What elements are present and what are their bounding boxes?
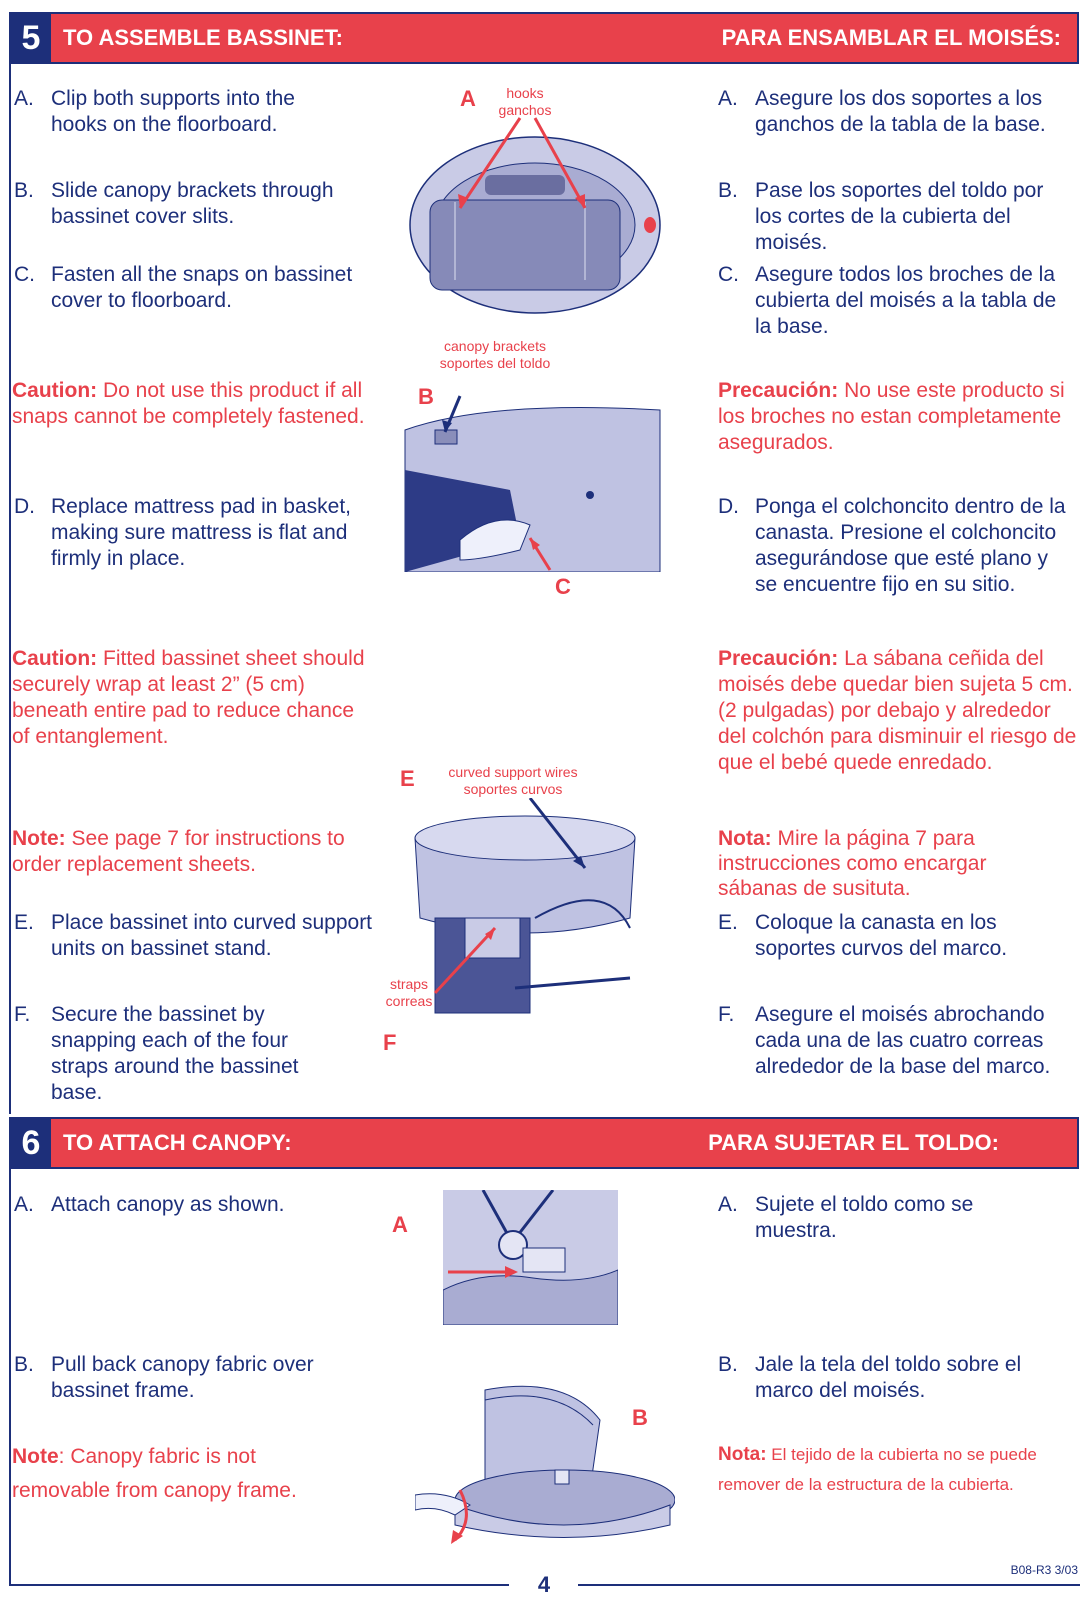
- note-text: El tejido de la cubierta no se puede remover de la estructura de la cubierta.: [718, 1445, 1037, 1494]
- step-text: Pull back canopy fabric over bassinet frame.: [51, 1353, 314, 1402]
- figure-label-a: A: [460, 86, 476, 111]
- step-es-e: [718, 910, 1068, 962]
- label-curved-wires-es: soportes curvos: [463, 781, 563, 797]
- label-hooks-es: ganchos: [498, 102, 552, 118]
- figure-label-e: E: [400, 766, 415, 791]
- section-title-en: TO ATTACH CANOPY:: [63, 1130, 292, 1155]
- step-text: Attach canopy as shown.: [51, 1193, 285, 1216]
- note-label: Nota:: [718, 827, 772, 850]
- step-letter: B.: [718, 1353, 738, 1376]
- step-letter: E.: [718, 911, 738, 934]
- step-letter: B.: [718, 179, 738, 202]
- step-letter: C.: [718, 263, 739, 286]
- label-straps-es: correas: [385, 993, 433, 1009]
- figure-label-f: F: [383, 1030, 397, 1055]
- step-letter: A.: [718, 1193, 738, 1216]
- caution-text: No use este producto si los broches no estan completamente asegurados.: [718, 379, 1065, 454]
- label-canopy-brackets: [425, 338, 565, 372]
- section-title-en: TO ASSEMBLE BASSINET:: [63, 25, 343, 50]
- step-text: Sujete el toldo como se muestra.: [755, 1193, 974, 1242]
- label-canopy-brackets-en: canopy brackets: [444, 338, 546, 354]
- section-6-header: [9, 1117, 1079, 1169]
- step-letter: C.: [14, 263, 35, 286]
- figure6-label-a: A: [392, 1212, 408, 1237]
- label-straps-en: straps: [389, 976, 429, 992]
- step-letter: D.: [14, 495, 35, 518]
- label-hooks-en: hooks: [506, 85, 544, 101]
- left-border: [9, 64, 11, 1114]
- step-en-c: [14, 262, 364, 314]
- page-number: 4: [537, 1572, 551, 1597]
- section-title-es: PARA SUJETAR EL TOLDO:: [708, 1130, 999, 1155]
- step-text: Jale la tela del toldo sobre el marco del moisés.: [755, 1353, 1022, 1402]
- note-en: [12, 826, 372, 878]
- note6-es: [718, 1440, 1068, 1500]
- caution-label: Caution:: [12, 379, 98, 402]
- step-letter: A.: [14, 1193, 34, 1216]
- label-straps: [384, 976, 434, 1010]
- step-text: Secure the bassinet by snapping each of the four straps around the bassinet base.: [51, 1003, 299, 1104]
- caution-text: Fitted bassinet sheet should securely wrap at least 2” (5 cm) beneath entire pad to reduce chance of entanglement.: [12, 647, 365, 748]
- section-5-header: [9, 12, 1079, 64]
- step-letter: A.: [14, 87, 34, 110]
- label-curved-wires-en: curved support wires: [448, 764, 578, 780]
- note-label: Note: [12, 1445, 59, 1468]
- step6-en-a: [14, 1192, 354, 1218]
- step-letter: E.: [14, 911, 34, 934]
- step-text: Clip both supports into the hooks on the floorboard.: [51, 87, 295, 136]
- step-text: Asegure los dos soportes a los ganchos de la tabla de la base.: [755, 87, 1046, 136]
- note6-en: [12, 1440, 342, 1508]
- step-en-e: [14, 910, 374, 962]
- left-border: [9, 1169, 11, 1584]
- step-text: Coloque la canasta en los soportes curvos del marco.: [755, 911, 1008, 960]
- step-letter: B.: [14, 1353, 34, 1376]
- figure-label-b: B: [418, 384, 434, 409]
- step-text: Replace mattress pad in basket, making sure mattress is flat and firmly in place.: [51, 495, 351, 570]
- figure6-label-b: B: [632, 1405, 648, 1430]
- step-es-a: [718, 86, 1078, 138]
- canopy-pull-back-illustration: [415, 1380, 675, 1545]
- step-letter: F.: [14, 1003, 31, 1026]
- caution-label: Precaución:: [718, 379, 839, 402]
- step-en-d: [14, 494, 374, 572]
- note-text: See page 7 for instructions to order replacement sheets.: [12, 827, 345, 876]
- label-canopy-brackets-es: soportes del toldo: [439, 355, 551, 371]
- step-es-b: [718, 178, 1048, 256]
- caution-label: Caution:: [12, 647, 98, 670]
- caution-2-es: [718, 646, 1078, 776]
- label-curved-wires: [438, 764, 588, 798]
- step-text: Asegure todos los broches de la cubierta del moisés a la tabla de la base.: [755, 263, 1057, 338]
- caution-text: Do not use this product if all snaps cannot be completely fastened.: [12, 379, 365, 428]
- step-text: Place bassinet into curved support units on bassinet stand.: [51, 911, 373, 960]
- caution-text: La sábana ceñida del moisés debe quedar bien sujeta 5 cm. (2 pulgadas) por debajo y alrededor del colchón para disminuir el riesgo de que el bebé quede enredado.: [718, 647, 1077, 774]
- hooks-arrows: [430, 110, 630, 220]
- step-text: Asegure el moisés abrochando cada una de las cuatro correas alrededor de la base del marco.: [755, 1003, 1051, 1078]
- section-title-es: PARA ENSAMBLAR EL MOISÉS:: [721, 25, 1061, 50]
- section-number: 5: [11, 14, 51, 62]
- step-letter: D.: [718, 495, 739, 518]
- step-letter: B.: [14, 179, 34, 202]
- document-code: B08-R3 3/03: [1010, 1563, 1078, 1577]
- step6-es-a: [718, 1192, 1048, 1244]
- step-text: Ponga el colchoncito dentro de la canasta. Presione el colchoncito asegurándose que esté plano y se encuentre fijo en su sitio.: [755, 495, 1066, 596]
- note-text: : Canopy fabric is not removable from canopy frame.: [12, 1445, 297, 1502]
- step-en-f: [14, 1002, 334, 1106]
- caution-1-es: [718, 378, 1068, 456]
- note-text: Mire la página 7 para instrucciones como encargar sábanas de susituta.: [718, 827, 987, 900]
- step-es-f: [718, 1002, 1068, 1080]
- note-label: Nota:: [718, 1444, 767, 1465]
- step-es-d: [718, 494, 1068, 598]
- caution-label: Precaución:: [718, 647, 839, 670]
- caution-1-en: [12, 378, 372, 430]
- note-label: Note:: [12, 827, 66, 850]
- step-text: Slide canopy brackets through bassinet cover slits.: [51, 179, 334, 228]
- canopy-attach-illustration: [443, 1190, 618, 1325]
- step-es-c: [718, 262, 1068, 340]
- figure-label-c: C: [555, 574, 571, 599]
- step-text: Pase los soportes del toldo por los cortes de la cubierta del moisés.: [755, 179, 1044, 254]
- footer-rule-left: [9, 1584, 509, 1586]
- note-es: [718, 826, 1038, 901]
- bassinet-stand-illustration: [405, 798, 655, 1023]
- step-en-b: [14, 178, 364, 230]
- step-en-a: [14, 86, 354, 138]
- step-text: Fasten all the snaps on bassinet cover to floorboard.: [51, 263, 353, 312]
- section-number: 6: [11, 1119, 51, 1167]
- caution-2-en: [12, 646, 372, 750]
- canopy-bracket-illustration: [400, 390, 670, 572]
- step-letter: A.: [718, 87, 738, 110]
- step-letter: F.: [718, 1003, 735, 1026]
- step6-es-b: [718, 1352, 1048, 1404]
- step6-en-b: [14, 1352, 354, 1404]
- footer-rule-right: [578, 1584, 1080, 1586]
